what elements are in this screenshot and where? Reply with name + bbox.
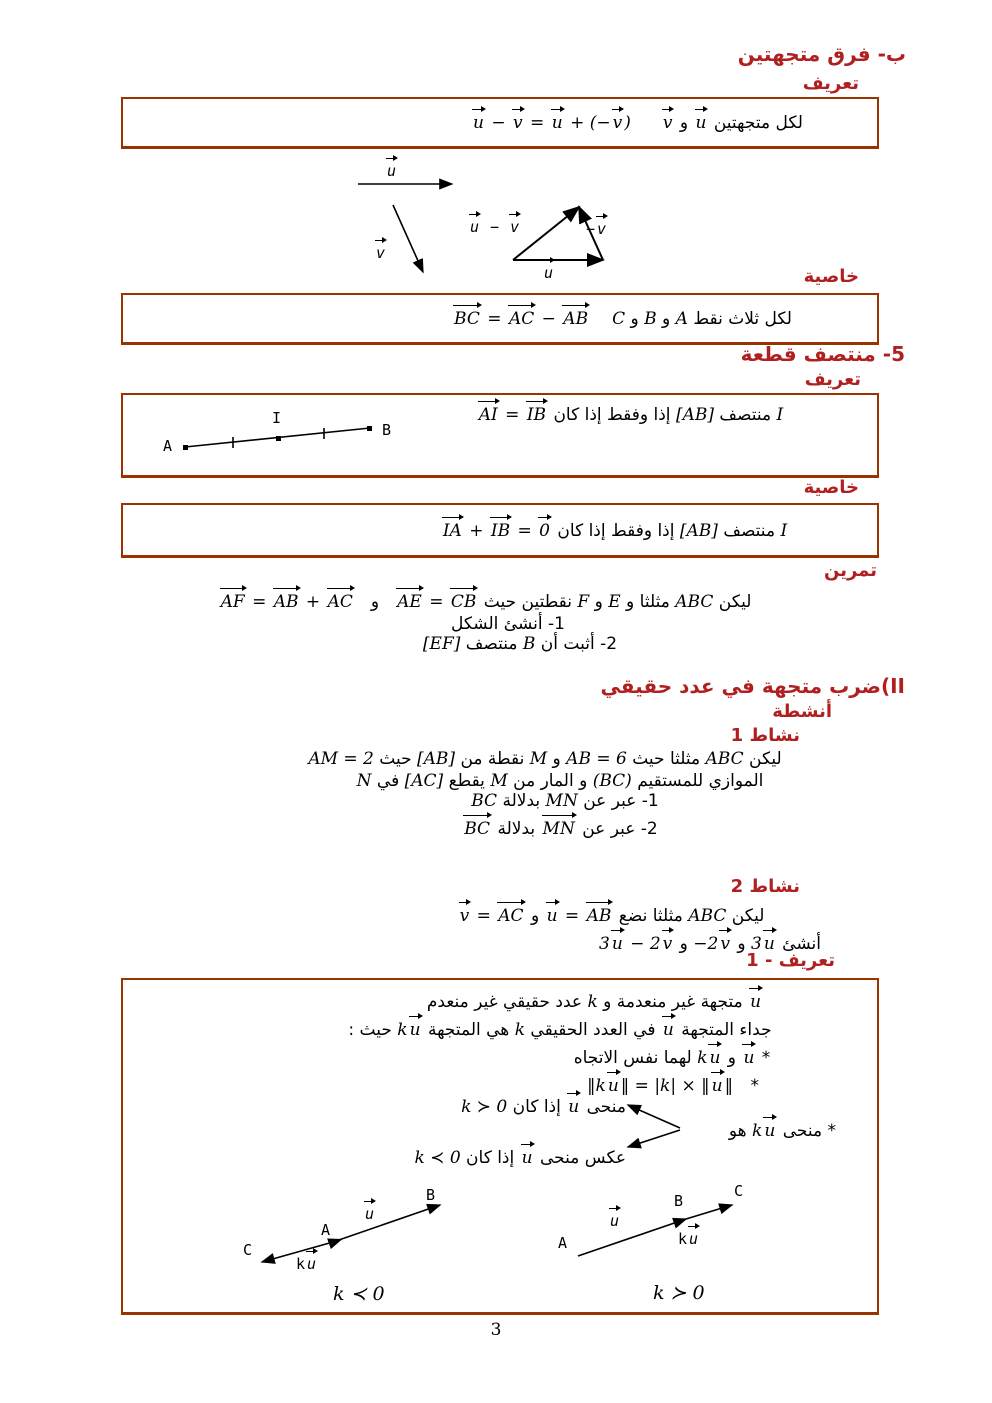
exercise-item-1 xyxy=(12,614,992,634)
definition-label-3: 1 - تعريف xyxy=(746,950,835,971)
math-segment: u = AB xyxy=(545,906,614,926)
math-segment: k ≺ 0 xyxy=(414,1148,461,1168)
math-segment: −2 v xyxy=(693,934,732,954)
text-segment: و xyxy=(674,113,694,133)
activities-label: أنشطة xyxy=(772,701,832,722)
point-a-label: A xyxy=(163,437,173,455)
math-segment: 3 u − 2 v xyxy=(599,934,674,954)
text-segment: هي المتجهة xyxy=(422,1020,515,1040)
math-segment: k u xyxy=(697,1048,722,1068)
activity-1-item-2 xyxy=(64,811,992,839)
activity-1-line-1 xyxy=(49,749,992,769)
math-segment: M xyxy=(529,749,548,769)
point-i-label: I xyxy=(272,409,282,427)
definition-line-vector-difference xyxy=(260,99,992,133)
k-positive-diagram xyxy=(548,1182,828,1312)
vector-difference-diagram xyxy=(330,158,670,293)
point-b-label: B xyxy=(382,421,392,439)
activity-1-item-1 xyxy=(69,791,992,811)
text-segment: منتصف xyxy=(460,634,523,654)
k-negative-diagram xyxy=(238,1185,518,1315)
exercise-block xyxy=(0,584,992,654)
math-segment: u xyxy=(661,1020,676,1040)
text-segment: جداء المتجهة xyxy=(675,1020,772,1040)
math-segment: E xyxy=(608,592,621,612)
k-negative-caption: k ≺ 0 xyxy=(333,1283,385,1305)
exercise-item-2 xyxy=(24,634,992,654)
activity-2-block xyxy=(0,898,992,954)
point-b-label: B xyxy=(426,1186,436,1204)
math-segment: u xyxy=(520,1148,535,1168)
math-segment: u xyxy=(566,1097,581,1117)
math-segment: k ≻ 0 xyxy=(461,1097,508,1117)
text-segment: بدلالة xyxy=(492,819,541,839)
math-segment: ABC xyxy=(688,906,727,926)
text-segment: أنشئ xyxy=(776,934,821,954)
math-segment: (BC) xyxy=(592,771,632,791)
text-segment: لكل متجهتين xyxy=(708,113,803,133)
math-segment: ‖k u ‖ = |k| × ‖ u ‖ xyxy=(587,1076,733,1096)
activity-2-line-2 xyxy=(214,926,992,954)
text-segment: منتصف xyxy=(717,521,781,541)
text-segment: حيث xyxy=(373,749,418,769)
text-segment: إذا وفقط إذا كان xyxy=(552,521,680,541)
minus-v-label: − v xyxy=(586,212,608,238)
math-segment: B xyxy=(644,309,657,329)
point-b-label: B xyxy=(674,1192,684,1210)
text-segment: في العدد الحقيقي xyxy=(525,1020,661,1040)
definition-box-vector-difference xyxy=(121,97,879,149)
text-segment: عدد حقيقي غير منعدم xyxy=(426,992,588,1012)
u-bottom-label: u xyxy=(542,256,555,282)
definition-label-2: تعريف xyxy=(804,369,861,390)
text-segment: إذا وفقط إذا كان xyxy=(548,405,676,425)
scalar-def-line-2 xyxy=(183,1012,937,1040)
math-segment: u xyxy=(694,113,709,133)
direction-case-negative xyxy=(414,1140,626,1168)
text-segment: إذا كان xyxy=(460,1148,520,1168)
direction-branch-arrows-svg xyxy=(621,1098,685,1156)
math-segment: BC xyxy=(471,791,498,811)
text-segment: ليكن xyxy=(713,592,752,612)
text-segment: 1- أنشئ الشكل xyxy=(451,614,565,634)
math-segment: C xyxy=(612,309,626,329)
scalar-def-line-3 xyxy=(295,1040,992,1068)
text-segment: و xyxy=(547,749,567,769)
section-title-vector-difference: ب- فرق متجهتين xyxy=(737,42,906,66)
text-segment: حيث : xyxy=(348,1020,398,1040)
text-segment: لهما نفس الاتجاه xyxy=(573,1048,698,1068)
math-segment: v = AC xyxy=(458,906,526,926)
section-title-midpoint: 5- منتصف قطعة xyxy=(740,342,905,366)
text-segment: في xyxy=(371,771,405,791)
text-segment: منحى xyxy=(581,1097,626,1117)
text-segment: و xyxy=(656,309,676,329)
math-segment: u xyxy=(748,992,763,1012)
math-segment: AI = IB xyxy=(477,405,548,425)
math-segment: M xyxy=(490,771,508,791)
math-segment: A xyxy=(675,309,688,329)
math-segment: IA + IB = 0 xyxy=(441,521,552,541)
math-segment: BC = AC − AB xyxy=(452,309,590,329)
scalar-def-line-1 xyxy=(218,980,972,1012)
property-label-1: خاصية xyxy=(803,266,859,287)
text-segment: و xyxy=(674,934,694,954)
math-segment: I xyxy=(776,405,784,425)
math-segment: MN xyxy=(545,791,578,811)
text-segment: هو xyxy=(728,1121,753,1141)
property-line-three-points xyxy=(245,295,992,329)
text-segment: و المار من xyxy=(507,771,593,791)
math-segment: MN xyxy=(541,819,577,839)
text-segment: نقطتين حيث xyxy=(478,592,578,612)
v-vector-label: v xyxy=(374,236,387,262)
direction-case-positive xyxy=(461,1089,626,1117)
text-segment: متجهة غير منعدمة و xyxy=(597,992,749,1012)
text-segment: 2- أثبت أن xyxy=(535,634,618,654)
math-segment: AF = AB + AC xyxy=(219,592,355,612)
math-segment: 3 u xyxy=(751,934,777,954)
math-segment: k xyxy=(587,992,598,1012)
text-segment: و xyxy=(722,1048,742,1068)
text-segment: إذا كان xyxy=(507,1097,567,1117)
math-segment: AE = CB xyxy=(395,592,478,612)
text-segment: مثلثا نضع xyxy=(613,906,689,926)
math-segment: [EF] xyxy=(422,634,461,654)
math-segment: ABC xyxy=(675,592,714,612)
math-segment: N xyxy=(356,771,372,791)
u-vector-label: u xyxy=(363,1197,376,1223)
math-segment: u xyxy=(741,1048,756,1068)
math-segment: k u xyxy=(397,1020,422,1040)
property-label-2: خاصية xyxy=(803,477,859,498)
property-line-midpoint xyxy=(237,505,991,541)
u-minus-v-label: u − v xyxy=(468,210,521,236)
math-segment: BC xyxy=(462,819,492,839)
activity-2-label: نشاط 2 xyxy=(730,876,800,897)
page-number: 3 xyxy=(490,1320,502,1340)
math-segment: k xyxy=(514,1020,525,1040)
definition-box-scalar-multiplication xyxy=(121,978,879,1315)
scalar-def-line-4 xyxy=(296,1068,992,1096)
u-vector-label: u xyxy=(608,1204,621,1230)
text-segment: منتصف xyxy=(713,405,777,425)
text-segment: الموازي للمستقيم xyxy=(631,771,764,791)
text-segment: ليكن xyxy=(743,749,782,769)
definition-label-1: تعريف xyxy=(802,73,859,94)
text-segment: و xyxy=(589,592,609,612)
u-vector-label: u xyxy=(385,154,398,180)
math-segment: AB = 6 xyxy=(566,749,627,769)
text-segment: و xyxy=(625,309,645,329)
activity-1-block xyxy=(0,749,992,839)
k-positive-caption: k ≻ 0 xyxy=(653,1282,705,1304)
activity-1-line-2 xyxy=(64,771,992,791)
text-segment: و xyxy=(370,592,380,612)
point-a-label: A xyxy=(558,1234,568,1252)
text-segment: 1- عبر عن xyxy=(577,791,659,811)
text-segment: * xyxy=(745,1076,759,1096)
math-segment: F xyxy=(577,592,590,612)
math-segment: ABC xyxy=(705,749,744,769)
math-segment: [AB] xyxy=(675,405,714,425)
activity-1-label: نشاط 1 xyxy=(730,725,800,746)
text-segment: 2- عبر عن xyxy=(576,819,658,839)
text-segment: * xyxy=(756,1048,771,1068)
text-segment: و xyxy=(525,906,545,926)
definition-box-midpoint xyxy=(121,393,879,478)
math-segment: I xyxy=(780,521,788,541)
text-segment: و xyxy=(731,934,751,954)
math-segment: AM = 2 xyxy=(308,749,374,769)
point-c-label: C xyxy=(734,1182,744,1200)
exercise-label: تمرين xyxy=(824,560,877,581)
math-segment: u − v = u + (− v ) xyxy=(471,113,631,133)
point-a-label: A xyxy=(321,1221,331,1239)
text-segment: مثلثا و xyxy=(620,592,676,612)
math-segment: B xyxy=(522,634,536,654)
ku-vector-label: k u xyxy=(296,1247,318,1273)
text-segment: نقطة من xyxy=(455,749,530,769)
direction-branch-root xyxy=(729,1113,836,1141)
text-segment: * منحى xyxy=(777,1121,836,1141)
math-segment: [AB] xyxy=(417,749,456,769)
text-segment: مثلثا حيث xyxy=(626,749,706,769)
section-title-scalar-multiplication: II)ضرب متجهة في عدد حقيقي xyxy=(600,674,905,698)
activity-2-line-1 xyxy=(115,898,992,926)
text-segment: يقطع xyxy=(443,771,491,791)
text-segment: بدلالة xyxy=(497,791,546,811)
math-segment: [AC] xyxy=(404,771,444,791)
text-segment: عكس منحى xyxy=(534,1148,626,1168)
math-segment: [AB] xyxy=(679,521,718,541)
math-segment: k u xyxy=(752,1121,777,1141)
ku-vector-label: k u xyxy=(678,1222,700,1248)
property-box-midpoint xyxy=(121,503,879,558)
property-box-three-points xyxy=(121,293,879,345)
text-segment: لكل ثلاث نقط xyxy=(687,309,792,329)
segment-midpoint-svg xyxy=(148,413,388,461)
exercise-statement xyxy=(0,584,981,612)
point-c-label: C xyxy=(243,1241,253,1259)
math-segment: v xyxy=(661,113,675,133)
text-segment: ليكن xyxy=(726,906,765,926)
